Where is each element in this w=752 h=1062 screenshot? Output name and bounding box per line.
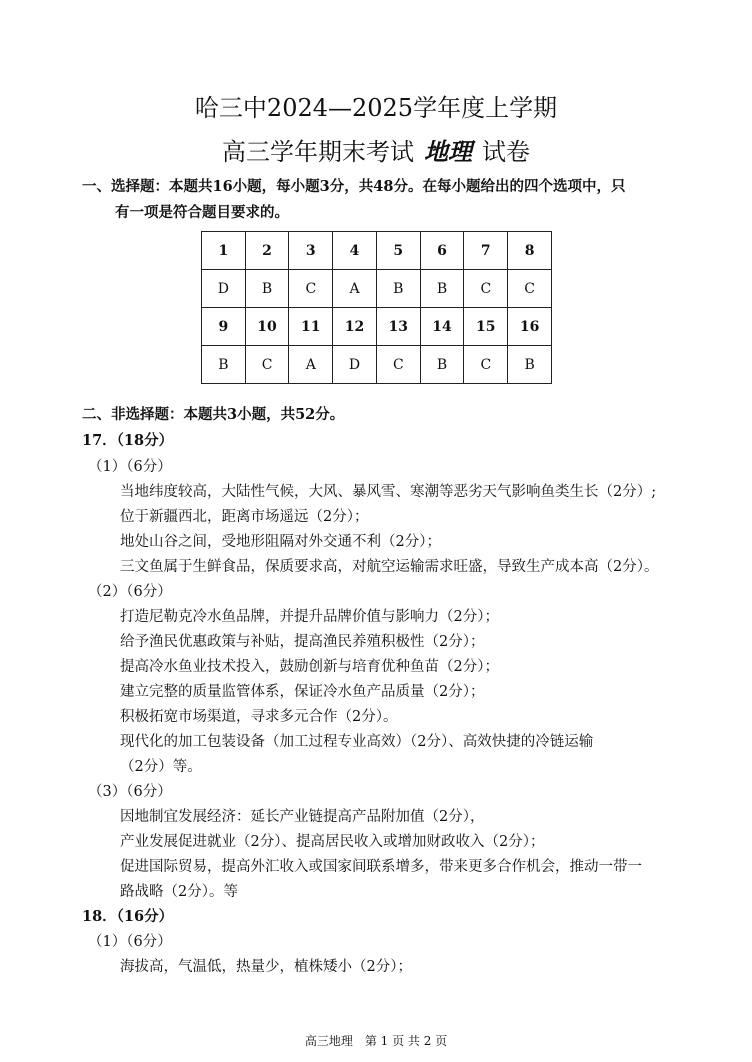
- table-row: [202, 308, 552, 346]
- subtitle-prefix: 高三学年期末考试: [222, 138, 414, 166]
- table-row: [202, 232, 552, 270]
- exam-subtitle: [0, 132, 752, 167]
- exam-title: 哈三中2024—2025学年度上学期: [194, 94, 558, 122]
- section1-heading-line2: 有一项是符合题目要求的。: [115, 204, 289, 221]
- table-cell: B: [420, 270, 464, 308]
- table-cell: 2: [245, 232, 289, 270]
- subject-name: 地理: [424, 137, 472, 166]
- table-cell: C: [376, 346, 420, 384]
- question-18-heading: 18．（16分）: [82, 908, 174, 925]
- q18-part1-label: （1）（6分）: [88, 934, 172, 950]
- table-cell: B: [245, 270, 289, 308]
- answer-line: 建立完整的质量监管体系，保证冷水鱼产品质量（2分）；: [120, 684, 485, 700]
- answer-line: 积极拓宽市场渠道，寻求多元合作（2分）。: [120, 709, 398, 725]
- page-footer: 高三地理 第 1 页 共 2 页: [304, 1034, 448, 1048]
- answer-line: 地处山谷之间，受地形阻隔对外交通不利（2分）；: [120, 534, 441, 550]
- table-cell: C: [464, 270, 508, 308]
- table-cell: 15: [464, 308, 508, 346]
- table-cell: C: [289, 270, 333, 308]
- table-cell: 7: [464, 232, 508, 270]
- q17-part3-label: （3）（6分）: [88, 784, 172, 800]
- table-cell: 16: [508, 308, 552, 346]
- q17-part2-label: （2）（6分）: [88, 584, 172, 600]
- table-cell: 1: [202, 232, 246, 270]
- table-row: [202, 346, 552, 384]
- table-cell: C: [464, 346, 508, 384]
- table-cell: 11: [289, 308, 333, 346]
- answer-line: 打造尼勒克冷水鱼品牌，并提升品牌价值与影响力（2分）；: [120, 609, 499, 625]
- table-cell: B: [420, 346, 464, 384]
- answer-line: 因地制宜发展经济：延长产业链提高产品附加值（2分），: [120, 809, 485, 825]
- answer-line: 路战略（2分）。等: [120, 884, 238, 900]
- table-cell: C: [245, 346, 289, 384]
- table-cell: 4: [333, 232, 377, 270]
- table-cell: 8: [508, 232, 552, 270]
- answer-line: （2分）等。: [120, 759, 202, 775]
- answer-line: 海拔高，气温低，热量少，植株矮小（2分）；: [120, 959, 412, 975]
- table-cell: 13: [376, 308, 420, 346]
- subtitle-suffix: 试卷: [482, 138, 530, 166]
- table-cell: 12: [333, 308, 377, 346]
- table-cell: 6: [420, 232, 464, 270]
- question-17-heading: 17．（18分）: [82, 432, 174, 449]
- answer-line: 产业发展促进就业（2分）、提高居民收入或增加财政收入（2分）；: [120, 834, 545, 850]
- table-cell: B: [202, 346, 246, 384]
- table-cell: 10: [245, 308, 289, 346]
- table-row: [202, 270, 552, 308]
- answer-line: 现代化的加工包装设备（加工过程专业高效）（2分）、高效快捷的冷链运输: [120, 734, 594, 750]
- section1-heading-line1: 一、选择题：本题共16小题，每小题3分，共48分。在每小题给出的四个选项中，只: [82, 178, 626, 195]
- answer-line: 促进国际贸易，提高外汇收入或国家间联系增多，带来更多合作机会，推动一带一: [120, 859, 642, 875]
- table-cell: B: [508, 346, 552, 384]
- table-cell: D: [333, 346, 377, 384]
- q17-part1-label: （1）（6分）: [88, 459, 172, 475]
- table-cell: D: [202, 270, 246, 308]
- table-cell: 5: [376, 232, 420, 270]
- answer-line: 给予渔民优惠政策与补贴，提高渔民养殖积极性（2分）；: [120, 634, 485, 650]
- table-cell: A: [289, 346, 333, 384]
- answer-line: 当地纬度较高，大陆性气候，大风、暴风雪、寒潮等恶劣天气影响鱼类生长（2分）;: [120, 484, 657, 500]
- table-cell: 9: [202, 308, 246, 346]
- answer-table: [201, 231, 552, 384]
- table-cell: 14: [420, 308, 464, 346]
- section2-heading: 二、非选择题：本题共3小题，共52分。: [82, 406, 345, 423]
- answer-line: 位于新疆西北，距离市场遥远（2分）；: [120, 509, 369, 525]
- table-cell: A: [333, 270, 377, 308]
- answer-line: 三文鱼属于生鲜食品，保质要求高，对航空运输需求旺盛，导致生产成本高（2分）。: [120, 559, 659, 575]
- table-cell: B: [376, 270, 420, 308]
- answer-line: 提高冷水鱼业技术投入，鼓励创新与培育优种鱼苗（2分）；: [120, 659, 499, 675]
- table-cell: 3: [289, 232, 333, 270]
- table-cell: C: [508, 270, 552, 308]
